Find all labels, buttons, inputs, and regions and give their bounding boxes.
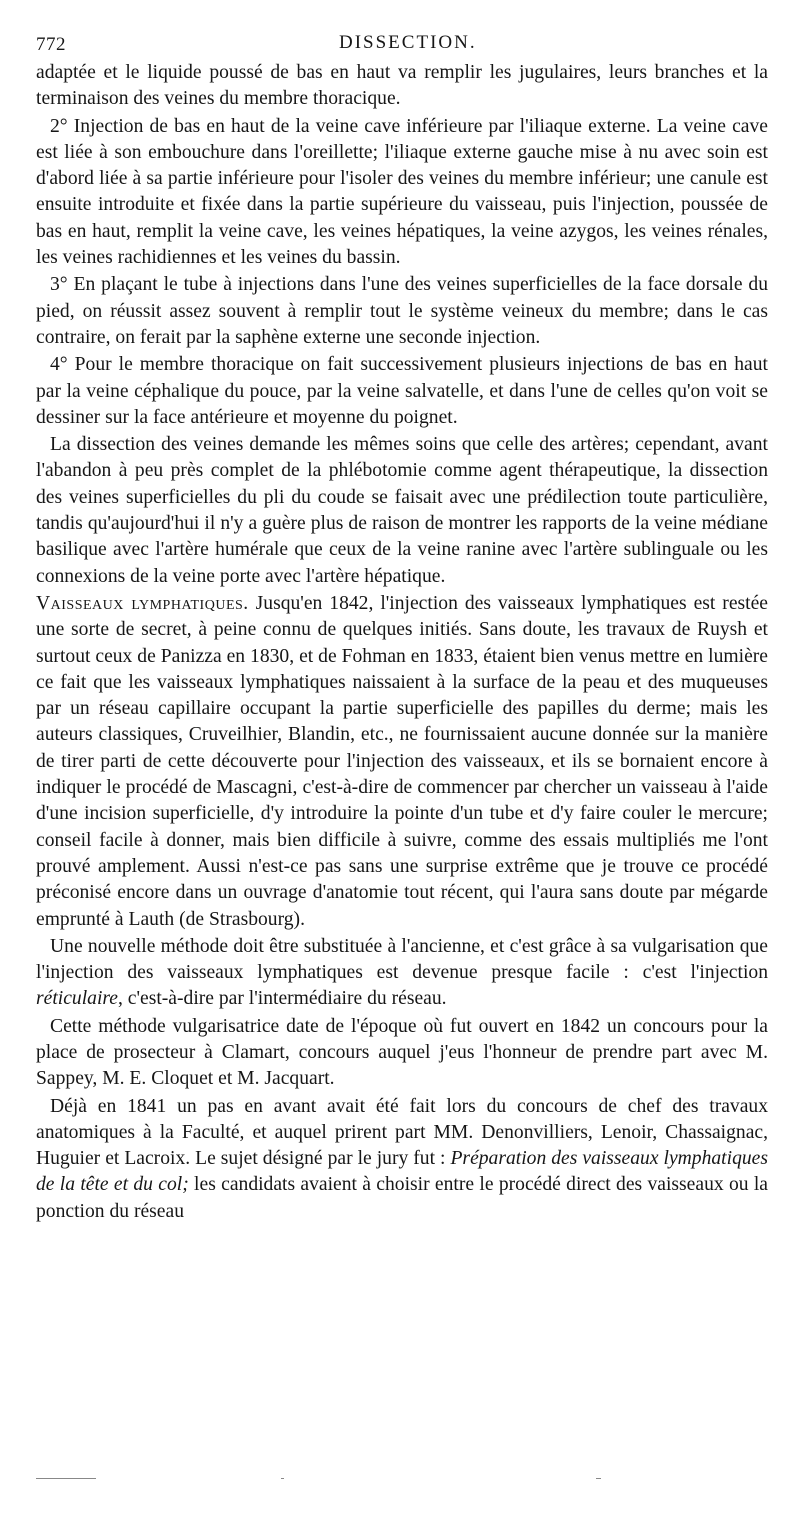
paragraph-6-text: Jusqu'en 1842, l'injection des vaisseaux lymphatiques est restée une sorte de secret, à peine connu de quelques initiés. Sans doute, les travaux de Ruysh et surtout ceux de Panizza en 1830, et de Fohman en 1833, étaient bien venus mettre en lumière ce fait que les vaisseaux lymphatiques naissaient à la surface de la peau et des muqueuses par un réseau capillaire occupant la partie superficielle des papilles du derme; mais les auteurs classiques, Cruveilhier, Blandin, etc., ne fournissaient aucune donnée sur la manière de tirer parti de cette découverte pour l'injection des vaisseaux, et ils se bornaient encore à indiquer le procédé de Mascagni, c'est-à-dire de commencer par chercher un vaisseau à l'aide d'une incision superficielle, d'y introduire la pointe d'un tube et d'y faire couler le mercure; conseil facile à donner, mais bien difficile à suivre, comme des essais multipliés me l'ont prouvé amplement. Aussi n'est-ce pas sans une surprise extrême que je trouve ce procédé préconisé encore dans un ouvrage d'anatomie tout récent, qui l'aura sans doute par mégarde emprunté à Lauth (de Strasbourg). (36, 592, 768, 930)
paragraph-9-text-before: Déjà en 1841 un pas en avant avait été fait lors du concours de chef des travaux anatomiques à la Faculté, et auquel prirent part MM. Denonvilliers, Lenoir, Chassaignac, Huguier et Lacroix. Le sujet désigné par le jury fut : (36, 1095, 768, 1170)
document-page (36, 30, 768, 1225)
paragraph-3-text: 3° En plaçant le tube à injections dans l'une des veines superficielles de la face dorsale du pied, on réussit assez souvent à remplir tout le système veineux du membre; dans le cas contraire, on ferait par la saphène externe une seconde injection. (36, 274, 768, 348)
paragraph-8-text: Cette méthode vulgarisatrice date de l'époque où fut ouvert en 1842 un concours pour la place de prosecteur à Clamart, concours auquel j'eus l'honneur de prendre part avec M. Sappey, M. E. Cloquet et M. Jacquart. (36, 1015, 768, 1090)
paragraph-8 (36, 1014, 768, 1093)
paragraph-7-text-after: , c'est-à-dire par l'intermédiaire du réseau. (117, 988, 447, 1010)
paragraph-4 (36, 352, 768, 431)
paragraph-7-italic-term: réticulaire (36, 988, 118, 1010)
body-text (36, 60, 768, 1225)
paragraph-3 (36, 272, 768, 351)
scan-mark-2 (281, 1478, 284, 1479)
paragraph-2 (36, 114, 768, 272)
paragraph-1-text: adaptée et le liquide poussé de bas en haut va remplir les jugulaires, leurs branches et la terminaison des veines du membre thoracique. (36, 62, 768, 110)
paragraph-7-text-before: Une nouvelle méthode doit être substituée à l'ancienne, et c'est grâce à sa vulgarisation que l'injection des vaisseaux lymphatiques est devenue presque facile : c'est l'injection (36, 935, 768, 984)
paragraph-9-text-after: les candidats avaient à choisir entre le procédé direct des vaisseaux ou la ponction du réseau (36, 1174, 768, 1222)
paragraph-6 (36, 591, 768, 933)
paragraph-1 (36, 60, 768, 113)
page-header (36, 30, 768, 60)
paragraph-7 (36, 934, 768, 1013)
paragraph-9 (36, 1094, 768, 1225)
scan-mark-1 (36, 1478, 96, 1479)
section-heading-lymphatics: Vaisseaux lymphatiques. (36, 592, 249, 614)
running-title: DISSECTION. (339, 32, 477, 53)
page-number: 772 (36, 34, 66, 55)
paragraph-5-text: La dissection des veines demande les mêmes soins que celle des artères; cependant, avant l'abandon à peu près complet de la phlébotomie comme agent thérapeutique, la dissection des veines superficielles du pli du coude se faisait avec une prédilection toute particulière, tandis qu'aujourd'hui il n'y a guère plus de raison de montrer les rapports de la veine médiane basilique avec l'artère humérale que ceux de la veine ranine avec l'artère sublinguale ou les connexions de la veine porte avec l'artère hépatique. (36, 434, 768, 587)
scan-mark-3 (596, 1478, 601, 1479)
paragraph-9-italic-title: Préparation des vaisseaux lymphatiques de la tête et du col; (36, 1148, 768, 1196)
paragraph-5 (36, 432, 768, 590)
paragraph-4-text: 4° Pour le membre thoracique on fait successivement plusieurs injections de bas en haut par la veine céphalique du pouce, par la veine salvatelle, et dans l'une de celles qu'on voit se dessiner sur la face antérieure et moyenne du poignet. (36, 354, 768, 428)
scan-artifact-marks (36, 1478, 768, 1484)
paragraph-2-text: 2° Injection de bas en haut de la veine cave inférieure par l'iliaque externe. La veine cave est liée à son embouchure dans l'oreillette; l'iliaque externe gauche mise à nu avec soin est d'abord liée à sa partie inférieure pour l'isoler des veines du membre inférieur; une canule est ensuite introduite et fixée dans la partie supérieure du vaisseau, puis l'injection, poussée de bas en haut, remplit la veine cave, les veines hépatiques, la veine azygos, les veines rénales, les veines rachidiennes et les veines du bassin. (36, 115, 768, 269)
